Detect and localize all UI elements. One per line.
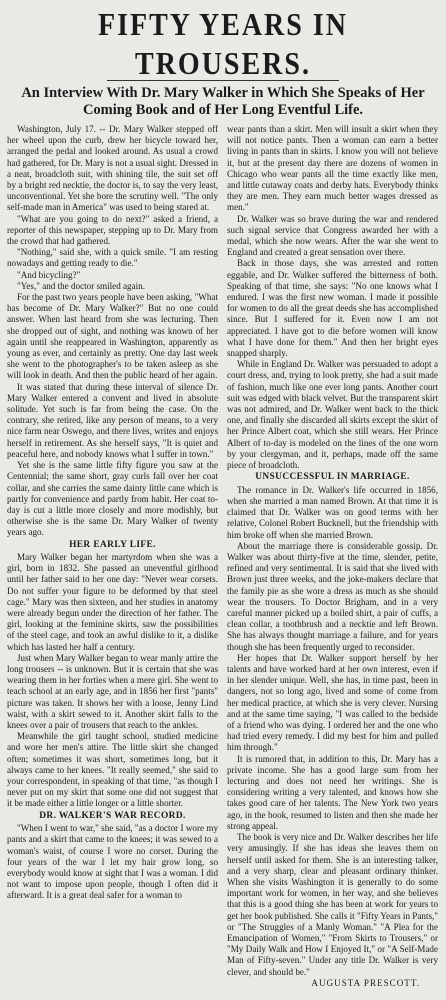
paragraph: It is rumored that, in addition to this, Dr. Mary has a private income. She has a good large sum from her lecturing and does not need her writings. She is considering writing a very talented, and knows how she takes good care of her talents. The New York two years ago, in the book, resumed to listen and then she made her strong appeal.: [227, 753, 438, 831]
paragraph: It was stated that during these interval of silence Dr. Mary Walker entered a convent and lived in absolute solitude. Yet such is far from being the case. On the contrary, she retired, like any person of means, to a very nice farm near Oswego, and there lives, writes and enjoys herself in retirement. As she herself says, "It is quiet and peaceful here, and nobody knows what I suffer in town.": [7, 381, 218, 459]
paragraph: About the marriage there is considerable gossip. Dr. Walker was about thirty-five at the time, slender, petite, refined and very sentimental. It is said that she lived with Brown just three weeks, and the joke-makers declare that the family pie as she wore a dress as much as she should wear the trousers. To Doctor Brigham, and in a very careful manner picked up a boiled shirt, a pair of cuffs, a clean collar, a toothbrush and a necktie and left Brown. She has always thought marriage a failure, and for years though she has been frequently urged to reconsider.: [227, 540, 438, 652]
section-heading-war-record: DR. WALKER'S WAR RECORD.: [39, 810, 186, 821]
paragraph: "Yes," and the doctor smiled again.: [17, 280, 145, 291]
paragraph: Washington, July 17. -- Dr. Mary Walker stepped off her wheel upon the curb, drew her bicycle toward her, arranged the pedal and looked around. As usual a crowd had gathered, for Dr. Mary is not a usual sight. Dressed in a neat, broadcloth suit, with shining tile, the suit set off by a bright red necktie, the doctor is, to say the very least, unconventional. Yet she bore the scrutiny well. "The only self-made man in America" was used to being stared at.: [7, 124, 218, 213]
article-columns: [7, 124, 439, 989]
right-column: [227, 124, 438, 989]
article-headline: FIFTY YEARS IN TROUSERS.: [98, 7, 348, 82]
paragraph: Meanwhile the girl taught school, studied medicine and wore her men's attire. The little skirt she changed often; sometimes it was short, sometimes long, but it always came to her knees. "It really seemed," she said to your correspondent, in speaking of that time, "as though I never put on my skirt that some one did not suggest that it be made either a little longer or a little shorter.: [7, 731, 218, 809]
paragraph: While in England Dr. Walker was persuaded to adopt a court dress, and, trying to look pretty, she had a suit made of fashion, much like one ever long pants. Another court suit was edged with black velvet. But the transparent skirt was not admired, and Dr. Walker went back to the thick one, and finally she discarded all skirts except the skirt of her Prince Albert coat, which she still wears. Her Prince Albert of to-day is modeled on the lines of the one worn by your clergyman, and it, perhaps, made off the same piece of broadcloth.: [227, 359, 438, 471]
paragraph: Back in those days, she was arrested and rotten eggable, and Dr. Walker suffered the bitterness of both. Speaking of that time, she says: "No one knows what I endured. I was the first new woman. I made it possible for women to do all the great deeds she has accomplished since. But I suffered for it. Even now I am not appreciated. I have got to die before women will know what I have done for them." And then her bright eyes snapped sharply.: [227, 258, 438, 359]
section-heading-early-life: HER EARLY LIFE.: [69, 539, 156, 550]
paragraph: wear pants than a skirt. Men will insult a skirt when they will not notice pants. Then a woman can earn a better living in pants than in skirts. I know you will not believe it, but at the present day there are dozens of women in Chicago who wear pants all the time exactly like men, and little cutaway coats and derby hats. Everybody thinks they are men. They earn much better wages dressed as men.": [227, 124, 438, 213]
paragraph: "And bicycling?": [17, 269, 81, 280]
paragraph: Yet she is the same little fifty figure you saw at the Centennial; the same short, gray curls fall over her coat collar, and she carries the same dainty little cane which is partly for convenience and partly from habit. Her coat to-day is cut a little more closely and more modishly, but otherwise she is the same Dr. Mary Walker of twenty years ago.: [7, 460, 218, 538]
article-subheadline: An Interview With Dr. Mary Walker in Which She Speaks of Her Coming Book and of Her Long Eventful Life.: [21, 85, 425, 118]
section-heading-marriage: UNSUCCESSFUL IN MARRIAGE.: [255, 472, 410, 483]
paragraph: The book is very nice and Dr. Walker describes her life very amusingly. If she has ideas she leaves them on herself until asked for them. She is an interesting talker, and a very sharp, clear and pleasant ordinary thinker. When she visits Washington it is generally to do some important work for women, in her way, and she believes that this is a good thing she has been at work for years to get her book published. She calls it "Fifty Years in Pants," or "The Struggles of a Manly Woman." "A Plea for the Emancipation of Women," "From Skirts to Trousers," or "My Daily Walk and How I Enjoyed It," or "A Self-Made Man of Fifty-seven." Under any title Dr. Walker is very clever, and should be.": [227, 832, 438, 977]
paragraph: "What are you going to do next?" asked a friend, a reporter of this newspaper, stepping up to Dr. Mary from the crowd that had gathered.: [7, 213, 218, 247]
paragraph: Dr. Walker was so brave during the war and rendered such signal service that Congress awarded her with a medal, which she now wears. After the war she went to England and created a great sensation over there.: [227, 213, 438, 258]
paragraph: Mary Walker began her martyrdom when she was a girl, born in 1832. She passed an uneventful girlhood until her father said to her one day: "Never wear corsets. Do not suffer your figure to be deformed by that steel cage." Mary was then sixteen, and her studies in anatomy were already begun under the direction of her father. The girl, looking at the feminine skirts, saw the possibilities of the steel cage, and took an awful dislike to it, a dislike which has lasted her half a century.: [7, 552, 218, 652]
author-byline: AUGUSTA PRESCOTT.: [311, 977, 420, 988]
paragraph: "Nothing," said she, with a quick smile. "I am resting nowadays and getting ready to die.": [7, 247, 218, 269]
left-column: [7, 124, 218, 989]
paragraph: "When I went to war," she said, "as a doctor I wore my pants and a skirt that came to the knees; it was sewed to a woman's waist, of course I wore no corset. During the four years of the war I let my hair grow long, so everybody would know at sight that I was a woman. I did not want to impose upon people, though I often did it afterward. It is a great deal safer for a woman to: [7, 823, 218, 901]
paragraph: The romance in Dr. Walker's life occurred in 1856, when she married a man named Brown. At that time it is claimed that Dr. Walker was on good terms with her relative, Colonel Robert Bucknell, but the friendship with him broke off when she married Brown.: [227, 484, 438, 540]
paragraph: For the past two years people have been asking, "What has become of Dr. Mary Walker?" But no one could answer. When last heard from she was lecturing. Then she dropped out of sight, and nothing was known of her again until she reappeared in Washington, apparently as young as ever, and certainly as pretty. One day last week she went to the photographer's to be taken asleep as she will look in death. And then the public heard of her again.: [7, 292, 218, 381]
paragraph: Just when Mary Walker began to wear manly attire the long trousers -- is unknown. But it is certain that she was wearing them in her forties when a mere girl. She went to teach school at an early age, and in 1856 her first "pants" picture was taken. It shows her with a loose, Jenny Lind waist, with a skirt sewed to it. Another skirt falls to the knees over a pair of trousers that reach to the ankles.: [7, 652, 218, 731]
paragraph: Her hopes that Dr. Walker support herself by her talents and have worked hard at her own interest, even if in her slender unique. Well, she has, in time past, been in dangers, not so long ago, lived and some of come from her medical practice, at which she is very clever. Nursing and at the same time saying, "I was called to the bedside of a friend who was dying. I ordered her and the one who had tried every remedy. I did my best for him and pulled him through.": [227, 652, 438, 753]
